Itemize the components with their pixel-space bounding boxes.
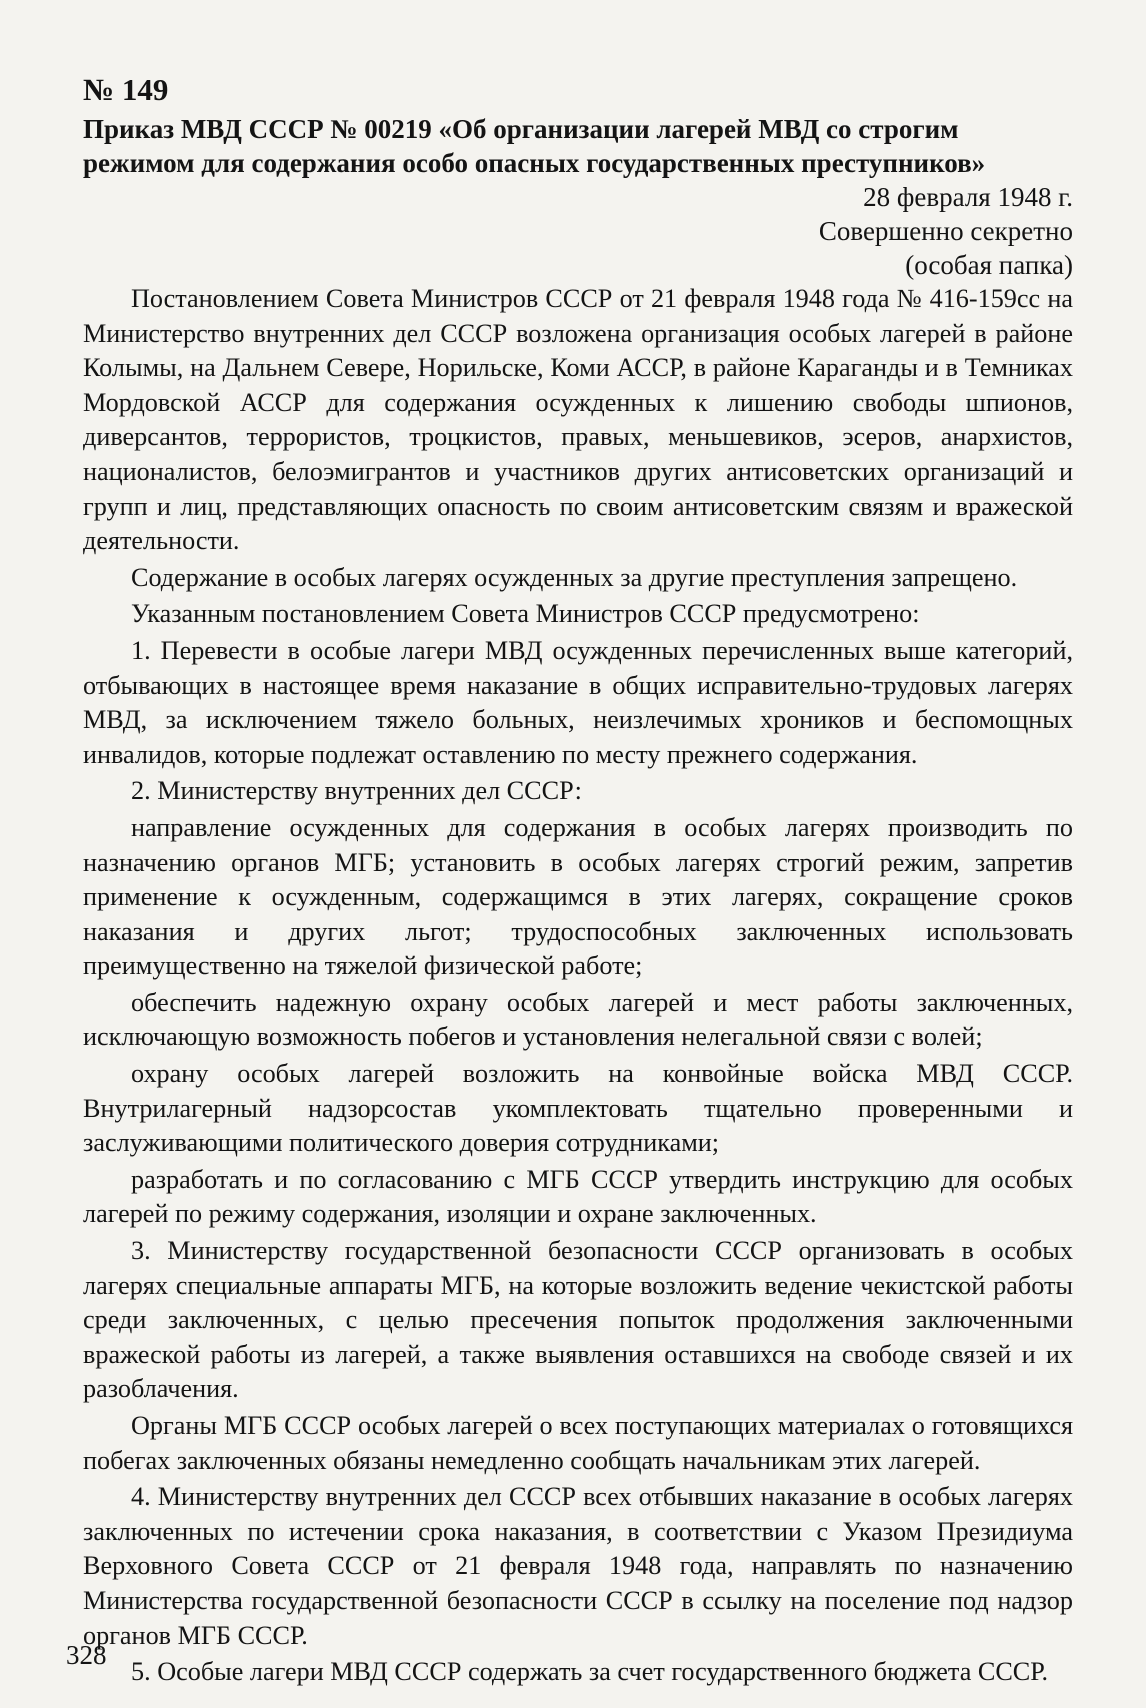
paragraph: 4. Министерству внутренних дел СССР всех отбывших наказание в особых лагерях заключенных по истечении срока наказания, в соответствии с Указом Президиума Верховного Совета СССР от 21 февраля 1948 года, направлять по назначению Министерства государственной безопасности СССР в ссылку на поселение под надзор органов МГБ СССР.: [83, 1482, 1073, 1650]
paragraph: разработать и по согласованию с МГБ СССР утвердить инструкцию для особых лагерей по режиму содержания, изоляции и охране заключенных.: [83, 1164, 1073, 1229]
document-date: 28 февраля 1948 г.: [863, 182, 1073, 212]
document-number: № 149: [83, 72, 169, 107]
folder-note: (особая папка): [905, 250, 1073, 280]
paragraph: Постановлением Совета Министров СССР от 21 февраля 1948 года № 416-159сс на Министерство внутренних дел СССР возложена организация особых лагерей в районе Колымы, на Дальнем Севере, Норильске, Коми АССР, в районе Караганды и в Темниках Мордовской АССР для содержания осужденных к лишению свободы шпионов, диверсантов, террористов, троцкистов, правых, меньшевиков, эсеров, анархистов, националистов, белоэмигрантов и участников других антисоветских организаций и групп и лиц, представляющих опасность по своим антисоветским связям и вражеской деятельности.: [83, 284, 1073, 556]
page-content: [83, 72, 1073, 1692]
page-number: 328: [66, 1640, 107, 1670]
paragraph: Содержание в особых лагерях осужденных за другие преступления запрещено.: [131, 562, 1018, 592]
paragraph: направление осужденных для содержания в особых лагерях производить по назначению органов МГБ; установить в особых лагерях строгий режим, запретив применение к осужденным, содержащимся в этих лагерях, сокращение сроков наказания и других льгот; трудоспособных заключенных использовать преимущественно на тяжелой физической работе;: [83, 812, 1073, 981]
paragraph: 1. Перевести в особые лагери МВД осужденных перечисленных выше категорий, отбывающих в настоящее время наказание в общих исправительно-трудовых лагерях МВД, за исключением тяжело больных, неизлечимых хроников и беспомощных инвалидов, которые подлежат оставлению по месту прежнего содержания.: [83, 635, 1073, 769]
paragraph: охрану особых лагерей возложить на конвойные войска МВД СССР. Внутрилагерный надзорсостав укомплектовать тщательно проверенными и заслуживающими политического доверия сотрудниками;: [83, 1059, 1073, 1158]
document-title: Приказ МВД СССР № 00219 «Об организации лагерей МВД со строгим режимом для содержания особо опасных государственных преступников»: [83, 114, 986, 178]
paragraph: Органы МГБ СССР особых лагерей о всех поступающих материалах о готовящихся побегах заключенных обязаны немедленно сообщать начальникам этих лагерей.: [83, 1411, 1073, 1475]
paragraph: 5. Особые лагери МВД СССР содержать за счет государственного бюджета СССР.: [131, 1657, 1049, 1687]
paragraph: 2. Министерству внутренних дел СССР:: [131, 776, 582, 806]
paragraph: 3. Министерству государственной безопасности СССР организовать в особых лагерях специальные аппараты МГБ, на которые возложить ведение чекистской работы среди заключенных, с целью пресечения попыток продолжения заключенными вражеской работы из лагерей, а также выявления оставшихся на свободе связей и их разоблачения.: [83, 1236, 1073, 1404]
document-body: [83, 282, 1073, 1690]
paragraph: Указанным постановлением Совета Министров СССР предусмотрено:: [131, 599, 920, 629]
paragraph: обеспечить надежную охрану особых лагерей и мест работы заключенных, исключающую возможность побегов и установления нелегальной связи с волей;: [83, 987, 1073, 1052]
classification-stamp: Совершенно секретно: [818, 216, 1073, 246]
document-meta: [83, 180, 1073, 282]
